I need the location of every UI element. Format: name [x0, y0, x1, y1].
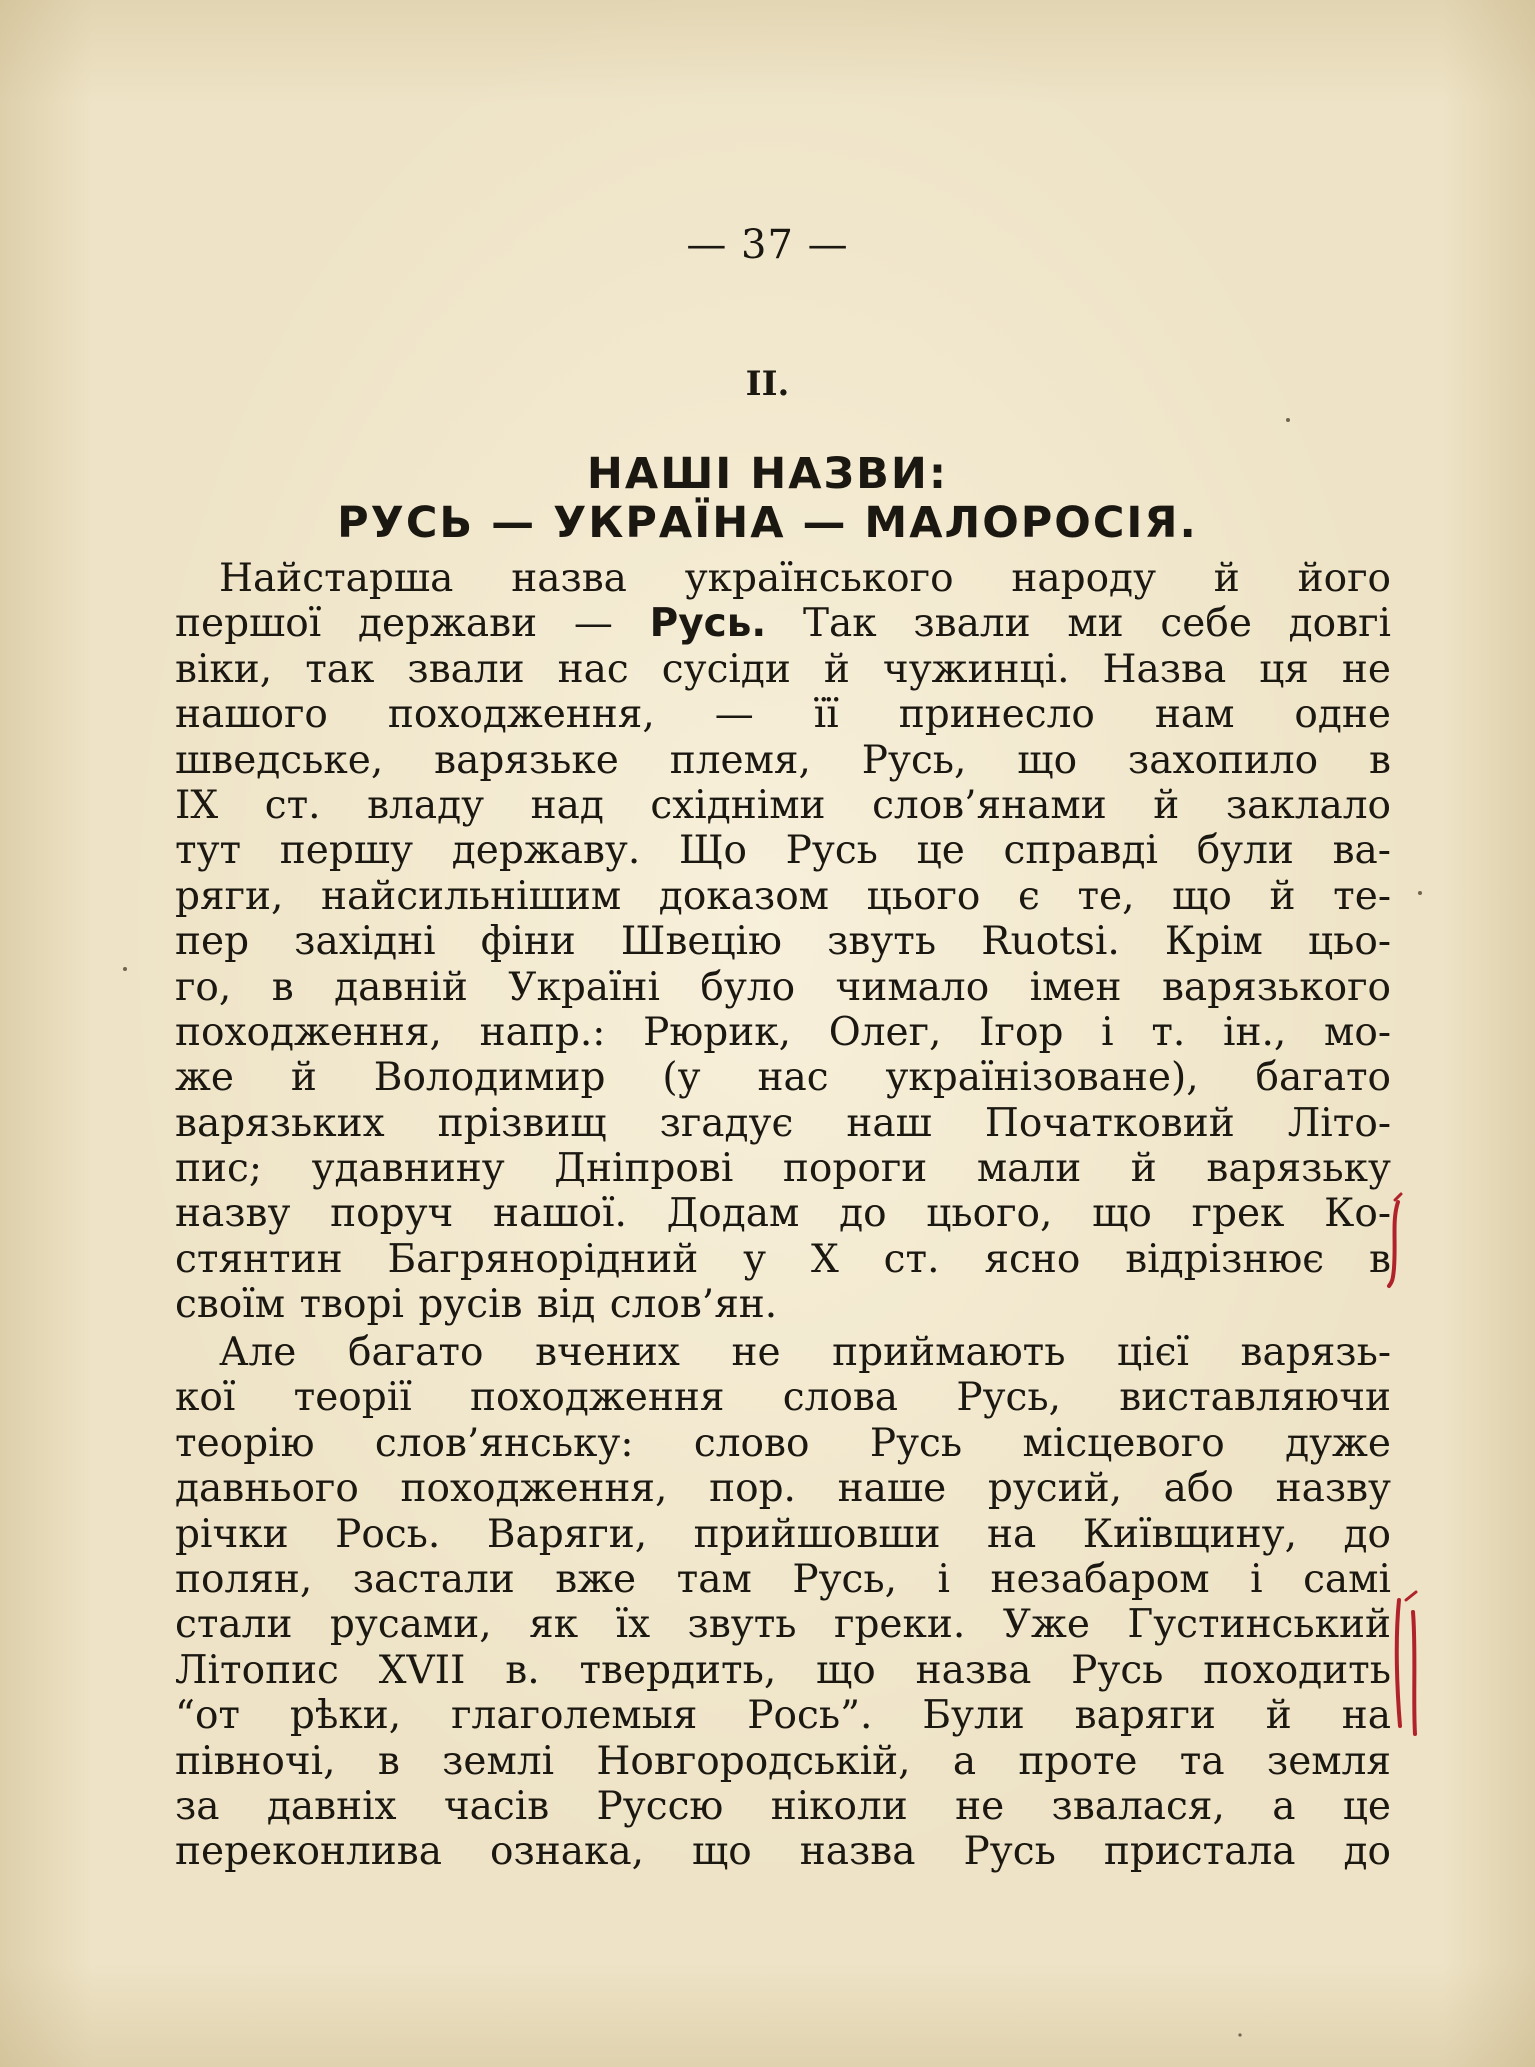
text-line: го, в давній Україні було чимало імен варязького [175, 964, 1391, 1010]
text-line: Але багато вчених не приймають цієї варязь- [219, 1330, 1391, 1375]
text-line: пис; удавнину Дніпрові пороги мали й варязьку [175, 1146, 1391, 1192]
paper-speck [1286, 418, 1290, 422]
text-line: віки, так звали нас сусіди й чужинці. Назва ця не [175, 646, 1391, 692]
text-line: IX ст. владу над східніми слов’янами й заклало [175, 782, 1391, 828]
page-number: — 37 — [686, 222, 849, 268]
paper-speck [123, 967, 127, 971]
text-line: річки Рось. Варяги, прийшовши на Київщину, до [175, 1511, 1391, 1557]
text-line: шведське, варязьке племя, Русь, що захопило в [175, 737, 1391, 783]
chapter-title-line-2: РУСЬ — УКРАЇНА — МАЛОРОСІЯ. [337, 498, 1198, 548]
text-line: давнього походження, пор. наше русий, або назву [175, 1466, 1391, 1512]
text-line: за давніх часів Руссю ніколи не звалася, а це [175, 1783, 1391, 1829]
text-line: переконлива ознака, що назва Русь пристала до [175, 1829, 1391, 1875]
paper-speck [1238, 2033, 1241, 2036]
margin-double-line-mark [1397, 1600, 1400, 1726]
paper-speck [1418, 891, 1422, 895]
bold-word-rus: Русь. [649, 601, 767, 647]
text-line: нашого походження, — її принесло нам одне [175, 692, 1391, 738]
text-line: полян, застали вже там Русь, і незабаром і самі [175, 1556, 1391, 1602]
text-line: Найстарша назва українського народу й його [219, 556, 1391, 601]
paragraph-1 [175, 556, 1391, 1328]
margin-double-line-mark [1406, 1592, 1416, 1600]
text-line: півночі, в землі Новгородській, а проте та земля [175, 1738, 1391, 1784]
margin-double-line-mark [1413, 1612, 1415, 1734]
margin-bracket-mark [1395, 1194, 1401, 1200]
text-line: же й Володимир (у нас українізоване), багато [175, 1055, 1391, 1101]
text-line: стянтин Багрянорідний у X ст. ясно відрізнює в [175, 1236, 1391, 1282]
text-span: першої держави — [175, 601, 613, 647]
text-line [175, 601, 1391, 646]
text-line: пер західні фіни Швецію звуть Ruotsi. Крім цьо- [175, 919, 1391, 965]
text-line: кої теорії походження слова Русь, виставляючи [175, 1375, 1391, 1421]
text-line: ряги, найсильнішим доказом цього є те, що й те- [175, 873, 1391, 919]
chapter-title-line-1: НАШІ НАЗВИ: [586, 449, 949, 499]
text-span: Так звали ми себе довгі [802, 601, 1391, 647]
text-line: варязьких прізвищ згадує наш Початковий Літо- [175, 1100, 1391, 1146]
paragraph-2 [175, 1330, 1391, 1875]
text-line: стали русами, як їх звуть греки. Уже Густинський [175, 1602, 1391, 1648]
text-line: назву поруч нашої. Додам до цього, що грек Ко- [175, 1191, 1391, 1237]
text-line: Літопис XVII в. твердить, що назва Русь походить [175, 1647, 1391, 1693]
text-line: “от рѣки, глаголемыя Рось”. Були варяги й на [175, 1693, 1391, 1739]
text-line: теорію слов’янську: слово Русь місцевого дуже [175, 1420, 1391, 1466]
text-line: своїм творі русів від слов’ян. [175, 1282, 778, 1328]
text-line: тут першу державу. Що Русь це справді були ва- [175, 828, 1391, 874]
chapter-number: II. [745, 364, 790, 404]
text-line: походження, напр.: Рюрик, Олег, Ігор і т. ін., мо- [175, 1009, 1391, 1055]
